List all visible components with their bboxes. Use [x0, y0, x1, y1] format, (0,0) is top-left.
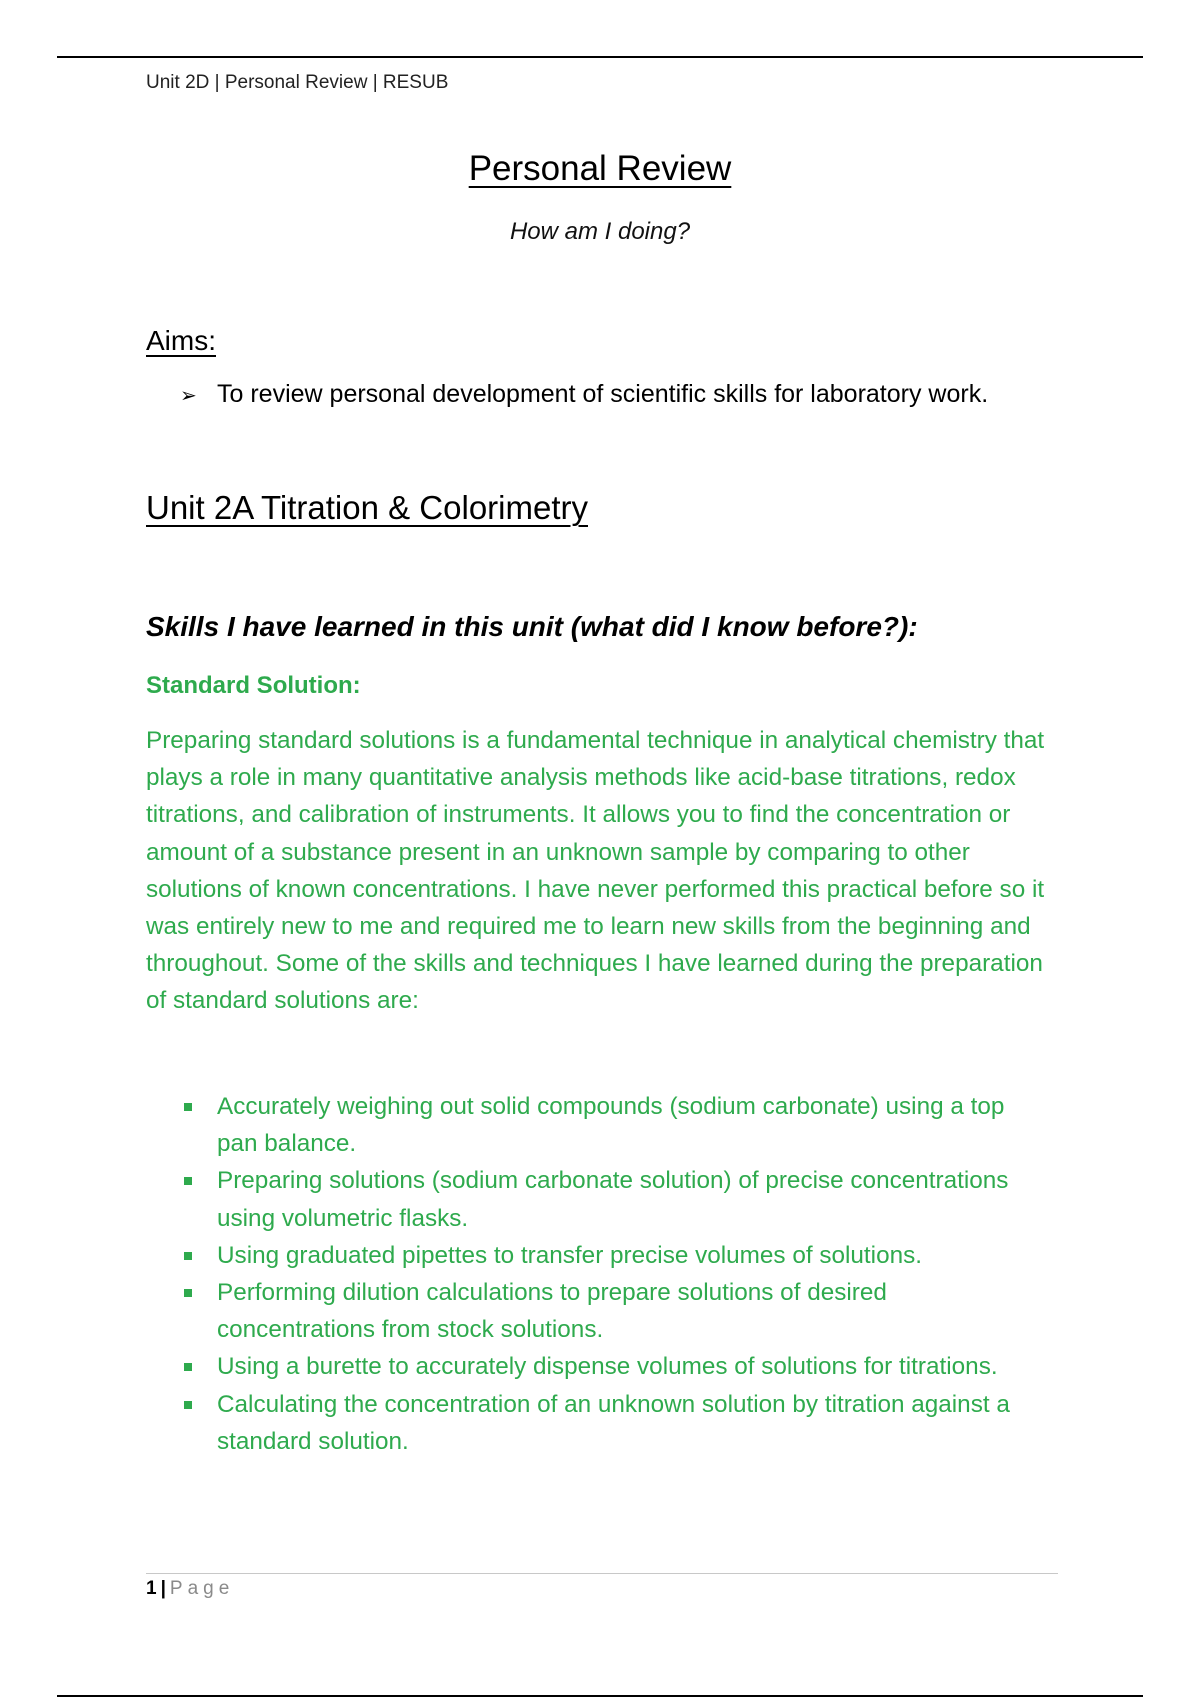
page-footer	[146, 1578, 234, 1600]
list-item	[180, 1386, 1040, 1460]
list-item-text: Using a burette to accurately dispense volumes of solutions for titrations.	[217, 1353, 998, 1381]
unit-heading: Unit 2A Titration & Colorimetry	[146, 489, 588, 526]
list-item	[180, 1274, 1040, 1348]
square-bullet-icon	[180, 1386, 217, 1423]
list-item	[180, 1348, 1040, 1385]
top-rule	[57, 56, 1143, 58]
standard-solution-paragraph: Preparing standard solutions is a fundamental technique in analytical chemistry that plays a role in many quantitative analysis methods like acid-base titrations, redox titrations, and calibration of instruments. It allows you to find the concentration or amount of a substance present in an unknown sample by comparing to other solutions of known concentrations. I have never performed this practical before so it was entirely new to me and required me to learn new skills from the beginning and throughout. Some of the skills and techniques I have learned during the preparation of standard solutions are:	[146, 727, 1045, 1015]
aims-list-item	[180, 380, 988, 409]
standard-solution-heading: Standard Solution:	[146, 672, 361, 699]
square-bullet-icon	[180, 1088, 217, 1125]
page-number: 1	[146, 1578, 157, 1599]
page-title-text: Personal Review	[468, 149, 732, 188]
square-bullet-icon	[180, 1274, 217, 1311]
list-item-text: Calculating the concentration of an unknown solution by titration against a standard solution.	[217, 1390, 1010, 1455]
arrow-bullet-icon: ➢	[180, 385, 197, 407]
list-item-text: Accurately weighing out solid compounds (sodium carbonate) using a top pan balance.	[217, 1093, 1005, 1158]
square-bullet-icon	[180, 1348, 217, 1385]
aims-item-text: To review personal development of scientific skills for laboratory work.	[217, 380, 989, 408]
page-label: Page	[169, 1578, 235, 1599]
page-title	[0, 148, 1200, 190]
list-item-text: Preparing solutions (sodium carbonate solution) of precise concentrations using volumetric flasks.	[217, 1167, 1009, 1232]
list-item-text: Performing dilution calculations to prepare solutions of desired concentrations from stock solutions.	[217, 1279, 887, 1344]
footer-rule	[146, 1573, 1058, 1574]
aims-heading: Aims:	[146, 325, 216, 356]
list-item	[180, 1237, 1040, 1274]
running-header: Unit 2D | Personal Review | RESUB	[146, 72, 449, 93]
list-item	[180, 1088, 1040, 1162]
square-bullet-icon	[180, 1237, 217, 1274]
skills-bullet-list	[180, 1088, 1040, 1460]
aims-list	[180, 380, 988, 409]
list-item-text: Using graduated pipettes to transfer precise volumes of solutions.	[217, 1241, 922, 1269]
list-item	[180, 1162, 1040, 1236]
bottom-rule	[57, 1695, 1143, 1697]
square-bullet-icon	[180, 1162, 217, 1199]
page-subtitle: How am I doing?	[509, 218, 691, 245]
footer-separator: |	[160, 1578, 166, 1599]
skills-heading: Skills I have learned in this unit (what did I know before?):	[146, 611, 918, 642]
